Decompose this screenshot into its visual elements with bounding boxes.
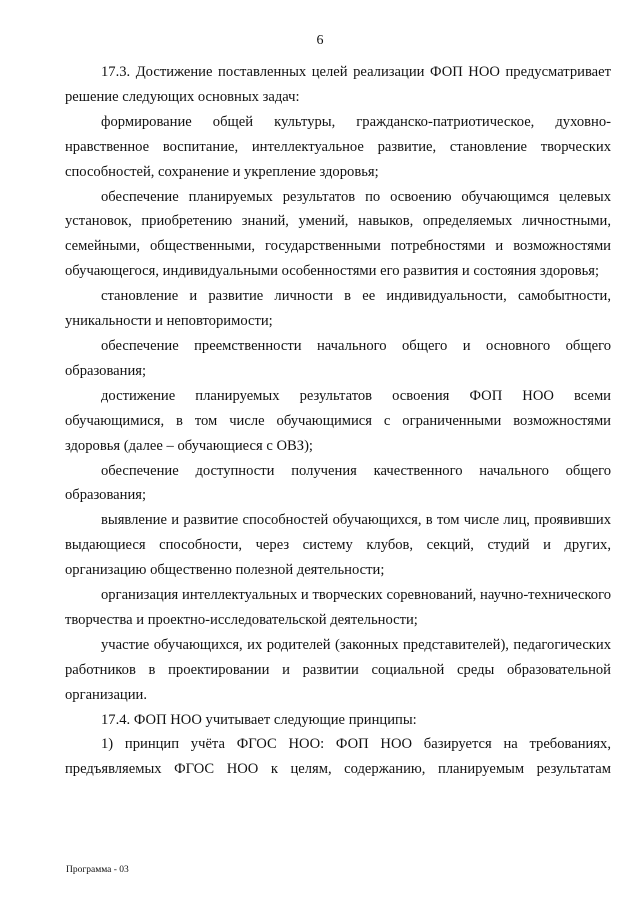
paragraph-task-accessibility: обеспечение доступности получения качественного начального общего образования; <box>65 462 611 504</box>
paragraph-task-continuity: обеспечение преемственности начального общего и основного общего образования; <box>65 337 611 379</box>
paragraph-task-results: обеспечение планируемых результатов по освоению обучающимся целевых установок, приобретению знаний, умений, навыков, определяемых личностными, семейными, общественными, государственными потребностями и возможностями обучающегося, индивидуальными особенностями его развития и состояния здоровья; <box>65 188 611 280</box>
paragraph-principles-intro: 17.4. ФОП НОО учитывает следующие принципы: <box>101 711 417 728</box>
paragraph-task-participation: участие обучающихся, их родителей (законных представителей), педагогических работников в проектировании и развитии социальной среды образовательной организации. <box>65 636 611 703</box>
paragraph-task-competitions: организация интеллектуальных и творческих соревнований, научно-технического творчества и проектно-исследовательской деятельности; <box>65 587 611 628</box>
document-body <box>65 60 611 782</box>
paragraph-task-culture: формирование общей культуры, гражданско-патриотическое, духовно-нравственное воспитание, интеллектуальное развитие, становление творческих способностей, сохранение и укрепление здоровья; <box>65 113 611 180</box>
paragraph-task-personality: становление и развитие личности в ее индивидуальности, самобытности, уникальности и неповторимости; <box>65 288 611 330</box>
page-number: 6 <box>316 33 324 48</box>
paragraph-goals-intro: 17.3. Достижение поставленных целей реализации ФОП НОО предусматривает решение следующих основных задач: <box>65 64 611 105</box>
paragraph-task-achievement: достижение планируемых результатов освоения ФОП НОО всеми обучающимися, в том числе обучающимися с ограниченными возможностями здоровья (далее – обучающиеся с ОВЗ); <box>65 387 611 454</box>
paragraph-principle-1: 1) принцип учёта ФГОС НОО: ФОП НОО базируется на требованиях, предъявляемых ФГОС НОО к целям, содержанию, планируемым результатам <box>65 736 611 778</box>
paragraph-task-abilities: выявление и развитие способностей обучающихся, в том числе лиц, проявивших выдающиеся способности, через систему клубов, секций, студий и других, организацию общественно полезной деятельности; <box>65 512 611 579</box>
footer-label: Программа - 03 <box>66 865 129 875</box>
